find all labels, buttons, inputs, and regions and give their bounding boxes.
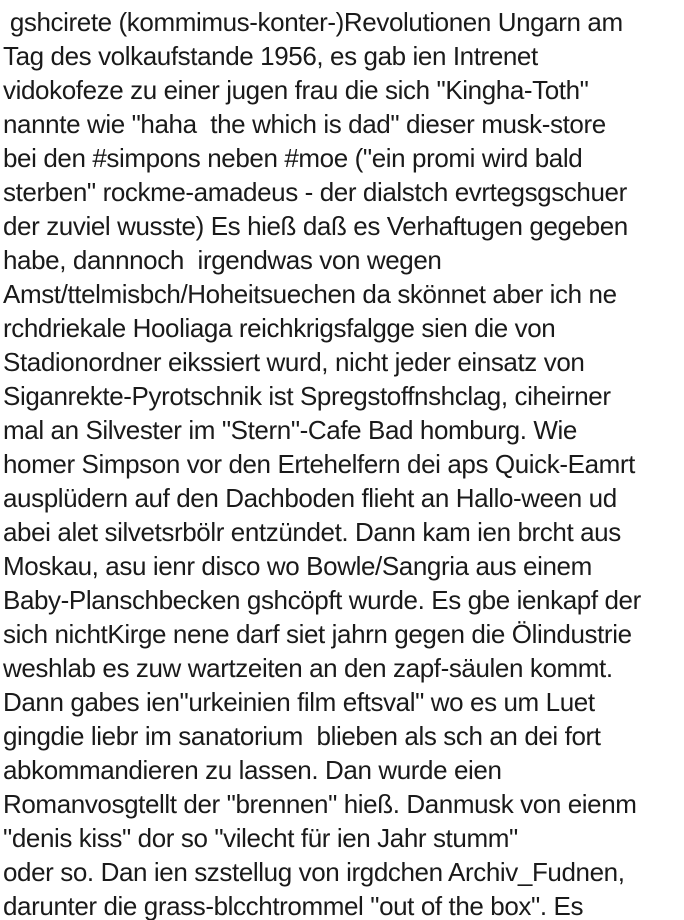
text-line: Tag des volkaufstande 1956, es gab ien Intrenet bbox=[3, 41, 538, 71]
text-line: gingdie liebr im sanatorium blieben als sch an dei fort bbox=[3, 721, 601, 751]
text-line: abei alet silvetsrbölr entzündet. Dann kam ien brcht aus bbox=[3, 517, 621, 547]
text-line: sich nichtKirge nene darf siet jahrn gegen die Ölindustrie bbox=[3, 619, 632, 649]
text-line: rchdriekale Hooliaga reichkrigsfalgge sien die von bbox=[3, 313, 556, 343]
text-line: Amst/ttelmisbch/Hoheitsuechen da skönnet aber ich ne bbox=[3, 279, 617, 309]
text-line: mal an Silvester im "Stern"-Cafe Bad homburg. Wie bbox=[3, 415, 577, 445]
text-line: darunter die grass-blcchtrommel "out of the box". Es bbox=[3, 891, 584, 920]
text-line: oder so. Dan ien szstellug von irgdchen Archiv_Fudnen, bbox=[3, 857, 625, 887]
text-line: sterben" rockme-amadeus - der dialstch evrtegsgschuer bbox=[3, 177, 627, 207]
text-line: Moskau, asu ienr disco wo Bowle/Sangria aus einem bbox=[3, 551, 592, 581]
text-line: nannte wie "haha the which is dad" dieser musk-store bbox=[3, 109, 606, 139]
text-line: Romanvosgtellt der "brennen" hieß. Danmusk von eienm bbox=[3, 789, 637, 819]
text-line: habe, dannnoch irgendwas von wegen bbox=[3, 245, 442, 275]
text-line: bei den #simpons neben #moe ("ein promi wird bald bbox=[3, 143, 583, 173]
text-line: Stadionordner eikssiert wurd, nicht jeder einsatz von bbox=[3, 347, 585, 377]
text-line: vidokofeze zu einer jugen frau die sich "Kingha-Toth" bbox=[3, 75, 589, 105]
text-line: Baby-Planschbecken gshcöpft wurde. Es gbe ienkapf der bbox=[3, 585, 641, 615]
text-line: abkommandieren zu lassen. Dan wurde eien bbox=[3, 755, 502, 785]
text-line: ausplüdern auf den Dachboden flieht an Hallo-ween ud bbox=[3, 483, 617, 513]
text-line: weshlab es zuw wartzeiten an den zapf-säulen kommt. bbox=[3, 653, 613, 683]
text-line: der zuviel wusste) Es hieß daß es Verhaftugen gegeben bbox=[3, 211, 628, 241]
text-line: "denis kiss" dor so "vilecht für ien Jahr stumm" bbox=[3, 823, 518, 853]
text-line: gshcirete (kommimus-konter-)Revolutionen Ungarn am bbox=[3, 7, 623, 37]
text-line: Siganrekte-Pyrotschnik ist Spregstoffnshclag, ciheirner bbox=[3, 381, 611, 411]
text-line: Dann gabes ien"urkeinien film eftsval" wo es um Luet bbox=[3, 687, 595, 717]
text-line: homer Simpson vor den Ertehelfern dei aps Quick-Eamrt bbox=[3, 449, 635, 479]
